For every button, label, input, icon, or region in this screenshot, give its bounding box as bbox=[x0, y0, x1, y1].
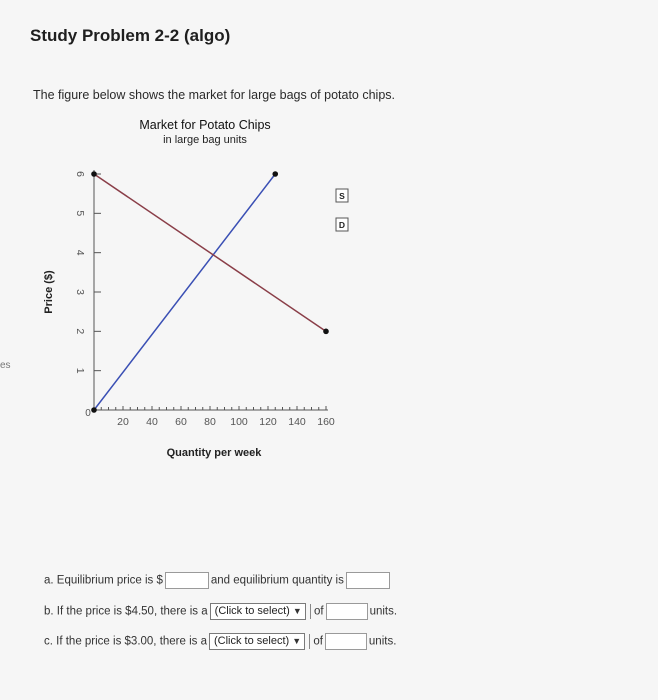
intro-text: The figure below shows the market for large bags of potato chips. bbox=[33, 88, 395, 102]
x-tick-label: 160 bbox=[317, 416, 335, 428]
divider bbox=[309, 634, 310, 649]
equilibrium-price-input[interactable] bbox=[165, 572, 209, 589]
x-tick-label: 120 bbox=[259, 416, 277, 428]
question-c-of: of bbox=[313, 635, 323, 648]
question-c-select-label: (Click to select) bbox=[214, 635, 290, 647]
question-a bbox=[44, 572, 392, 589]
question-c bbox=[44, 633, 396, 650]
x-tick-label: 40 bbox=[146, 416, 158, 428]
legend-label-s: S bbox=[339, 191, 345, 201]
equilibrium-quantity-input[interactable] bbox=[346, 572, 390, 589]
y-tick-label: 3 bbox=[74, 289, 87, 295]
supply-point bbox=[91, 407, 97, 413]
demand-line bbox=[94, 174, 326, 331]
question-a-mid: and equilibrium quantity is bbox=[210, 574, 344, 587]
question-c-prefix: c. If the price is $3.00, there is a bbox=[44, 635, 207, 648]
origin-label: 0 bbox=[85, 408, 91, 419]
divider bbox=[310, 604, 311, 619]
question-b-select[interactable] bbox=[210, 603, 306, 620]
chevron-down-icon: ▼ bbox=[292, 606, 302, 616]
question-b-prefix: b. If the price is $4.50, there is a bbox=[44, 605, 208, 618]
x-tick-label: 60 bbox=[175, 416, 187, 428]
question-b-quantity-input[interactable] bbox=[326, 603, 368, 620]
question-c-units: units. bbox=[368, 635, 397, 648]
supply-line bbox=[94, 174, 275, 410]
demand-point bbox=[91, 171, 97, 177]
page-title: Study Problem 2-2 (algo) bbox=[30, 26, 231, 45]
question-a-prefix: a. Equilibrium price is $ bbox=[44, 574, 163, 587]
margin-text: es bbox=[0, 360, 11, 371]
supply-point bbox=[272, 171, 278, 177]
x-tick-label: 80 bbox=[204, 416, 216, 428]
y-tick-label: 6 bbox=[74, 171, 87, 177]
chevron-down-icon: ▼ bbox=[292, 636, 302, 646]
x-tick-label: 140 bbox=[288, 416, 306, 428]
demand-point bbox=[323, 329, 329, 335]
y-tick-label: 2 bbox=[74, 328, 87, 335]
y-tick-label: 5 bbox=[74, 210, 87, 217]
y-axis-label: Price ($) bbox=[43, 270, 55, 314]
question-b-of: of bbox=[313, 605, 324, 618]
chart-subtitle: in large bag units bbox=[163, 134, 247, 146]
legend-label-d: D bbox=[338, 220, 346, 230]
question-c-quantity-input[interactable] bbox=[325, 633, 367, 650]
chart-title: Market for Potato Chips bbox=[139, 118, 271, 132]
question-b-units: units. bbox=[369, 605, 398, 618]
x-tick-label: 20 bbox=[117, 416, 129, 428]
x-tick-label: 100 bbox=[230, 416, 248, 428]
question-c-select[interactable] bbox=[209, 633, 305, 650]
question-b-select-label: (Click to select) bbox=[214, 605, 290, 617]
question-b bbox=[44, 603, 397, 620]
x-axis-label: Quantity per week bbox=[166, 447, 262, 459]
y-tick-label: 1 bbox=[74, 367, 87, 374]
y-tick-label: 4 bbox=[74, 249, 87, 256]
